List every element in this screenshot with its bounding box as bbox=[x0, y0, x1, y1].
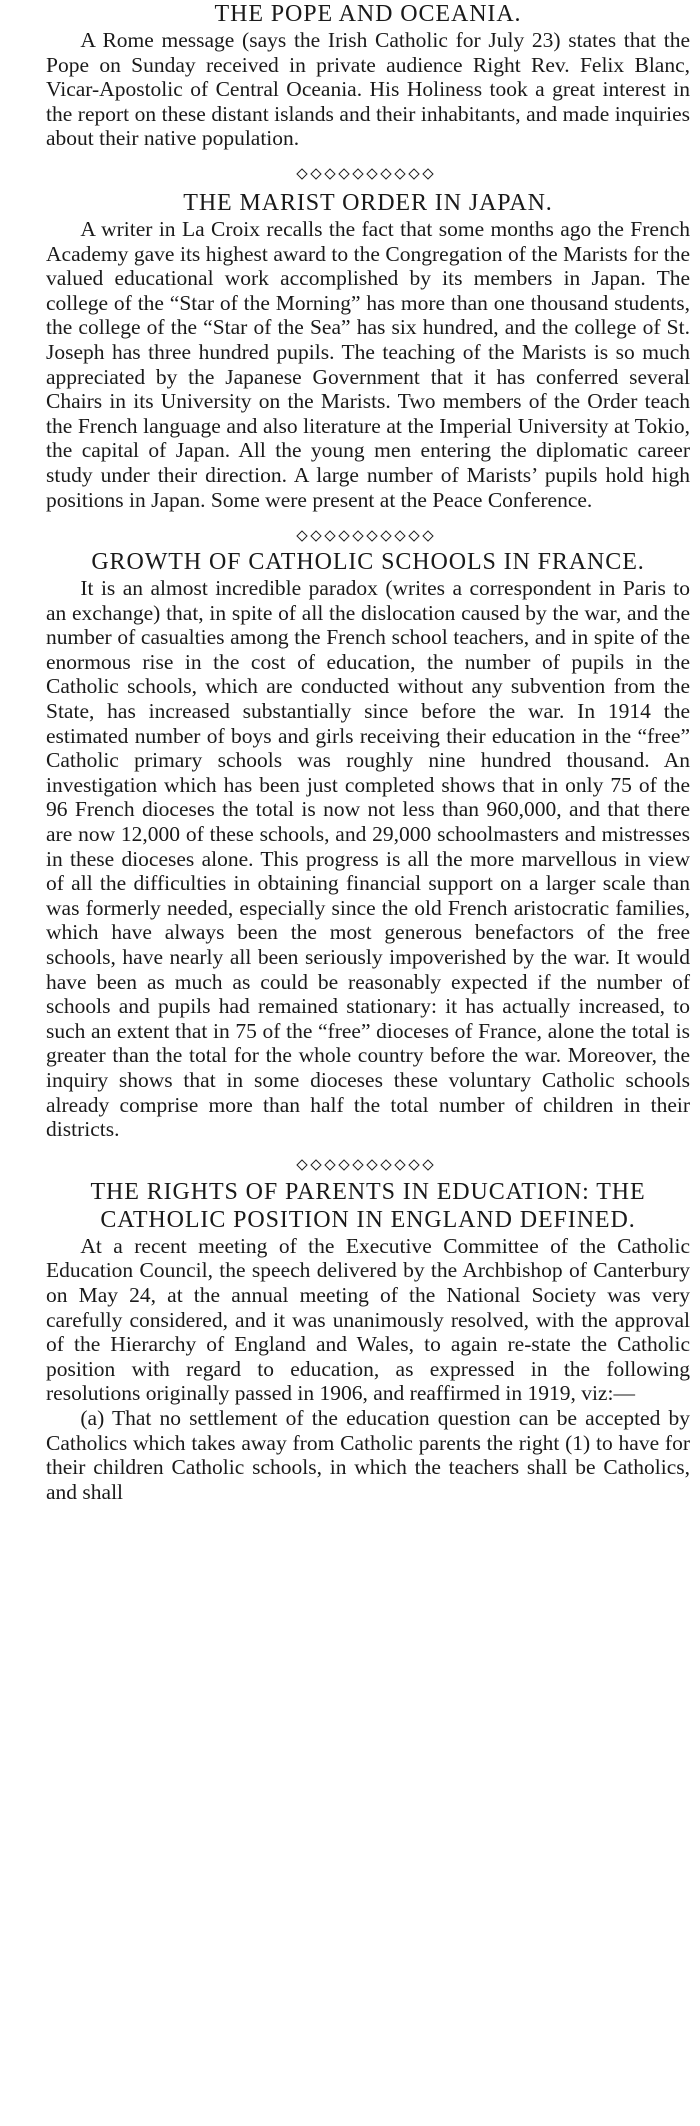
article-title: THE MARIST ORDER IN JAPAN. bbox=[183, 189, 553, 216]
article-paragraph: A Rome message (says the Irish Catholic for July 23) states that the Pope on Sunday received in private audience Right Rev. Felix Blanc, Vicar-Apostolic of Central Oceania. His Holiness took a great interest in the report on these distant islands and their inhabitants, and made inquiries about their native population. bbox=[46, 28, 690, 151]
article-rights-of-parents bbox=[46, 1178, 690, 1505]
diamond-chain-ornament-icon bbox=[293, 167, 443, 181]
diamond-chain-ornament-icon bbox=[293, 529, 443, 543]
ornamental-divider bbox=[46, 1156, 690, 1174]
article-title: THE RIGHTS OF PARENTS IN EDUCATION: THE CATHOLIC POSITION IN ENGLAND DEFINED. bbox=[90, 1178, 646, 1233]
article-title: THE POPE AND OCEANIA. bbox=[214, 1, 522, 27]
article-paragraph: It is an almost incredible paradox (writes a correspondent in Paris to an exchange) that, in spite of all the dislocation caused by the war, and the number of casualties among the French school teachers, and in spite of the enormous rise in the cost of education, the number of pupils in the Catholic schools, which are conducted without any subvention from the State, has increased substantially since before the war. In 1914 the estimated number of boys and girls receiving their education in the “free” Catholic primary schools was roughly nine hundred thousand. An investigation which has been just completed shows that in only 75 of the 96 French dioceses the total is now not less than 960,000, and that there are now 12,000 of these schools, and 29,000 schoolmasters and mistresses in these dioceses alone. This progress is all the more marvellous in view of all the difficulties in obtaining financial support on a larger scale than was formerly needed, especially since the old French aristocratic families, which have always been the most generous benefactors of the free schools, have nearly all been seriously impoverished by the war. It would have been as much as could be reasonably expected if the number of schools and pupils had remained stationary: it has actually increased, to such an extent that in 75 of the “free” dioceses of France, alone the total is greater than the total for the whole country before the war. Moreover, the inquiry shows that in some dioceses these voluntary Catholic schools already comprise more than half the total number of children in their districts. bbox=[46, 576, 690, 1142]
article-paragraph: A writer in La Croix recalls the fact that some months ago the French Academy gave its highest award to the Congregation of the Marists for the valued educational work accomplished by its members in Japan. The college of the “Star of the Morning” has more than one thousand students, the college of the “Star of the Sea” has six hundred, and the college of St. Joseph has three hundred pupils. The teaching of the Marists is so much appreciated by the Japanese Government that it has conferred several Chairs in its University on the Marists. Two members of the Order teach the French language and also literature at the Imperial University at Tokio, the capital of Japan. All the young men entering the diplomatic career study under their direction. A large number of Marists’ pupils hold high positions in Japan. Some were present at the Peace Conference. bbox=[46, 216, 690, 512]
article-catholic-schools-france bbox=[46, 548, 690, 1142]
diamond-chain-ornament-icon bbox=[293, 1158, 443, 1172]
article-pope-oceania bbox=[46, 0, 690, 151]
article-marist-order-japan bbox=[46, 189, 690, 512]
article-paragraph: (a) That no settlement of the education question can be accepted by Catholics which takes away from Catholic parents the right (1) to have for their children Catholic schools, in which the teachers shall be Catholics, and shall bbox=[46, 1405, 690, 1504]
article-paragraph: At a recent meeting of the Executive Committee of the Catholic Education Council, the speech delivered by the Archbishop of Canterbury on May 24, at the annual meeting of the National Society was very carefully considered, and it was unanimously resolved, with the approval of the Hierarchy of England and Wales, to again re-state the Catholic position with regard to education, as expressed in the following resolutions originally passed in 1906, and reaffirmed in 1919, viz:— bbox=[46, 1233, 690, 1406]
ornamental-divider bbox=[46, 165, 690, 183]
article-title: GROWTH OF CATHOLIC SCHOOLS IN FRANCE. bbox=[91, 549, 645, 576]
ornamental-divider bbox=[46, 526, 690, 544]
